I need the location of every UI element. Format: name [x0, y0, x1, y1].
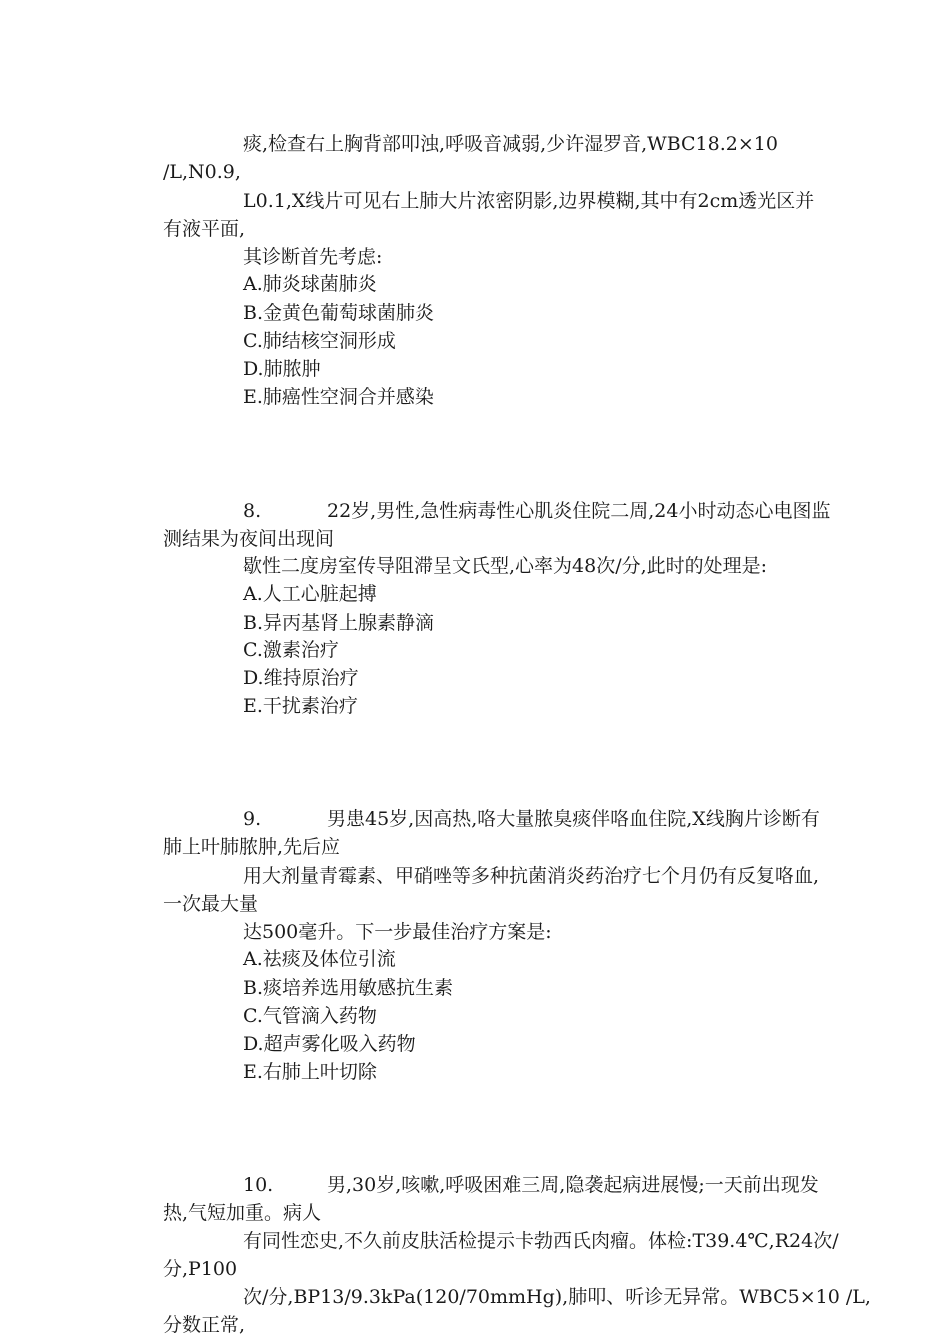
- answer-option-d: D.肺脓肿: [243, 358, 321, 380]
- paragraph-line: 分,P100: [163, 1258, 238, 1280]
- answer-option-e: E.肺癌性空洞合并感染: [243, 386, 434, 408]
- paragraph-line: 分数正常,: [163, 1314, 246, 1336]
- answer-option-c: C.激素治疗: [243, 639, 339, 661]
- question-number: 9.: [243, 808, 262, 830]
- question-text: 男患45岁,因高热,咯大量脓臭痰伴咯血住院,X线胸片诊断有: [327, 808, 820, 830]
- question-prompt: 其诊断首先考虑:: [243, 246, 383, 268]
- question-8-line: [243, 497, 830, 525]
- answer-option-c: C.气管滴入药物: [243, 1005, 377, 1027]
- paragraph-line: 一次最大量: [163, 893, 259, 915]
- paragraph-line: /L,N0.9,: [163, 161, 241, 183]
- paragraph-line: 有液平面,: [163, 218, 246, 240]
- answer-option-d: D.维持原治疗: [243, 667, 359, 689]
- question-number: 8.: [243, 500, 262, 522]
- answer-option-a: A.人工心脏起搏: [243, 583, 377, 605]
- question-number: 10.: [243, 1174, 274, 1196]
- question-text: 男,30岁,咳嗽,呼吸困难三周,隐袭起病进展慢;一天前出现发: [327, 1174, 819, 1196]
- answer-option-a: A.肺炎球菌肺炎: [243, 273, 377, 295]
- paragraph-line: L0.1,X线片可见右上肺大片浓密阴影,边界模糊,其中有2cm透光区并: [243, 190, 815, 212]
- paragraph-line: 测结果为夜间出现间: [163, 528, 335, 550]
- paragraph-line: 肺上叶肺脓肿,先后应: [163, 836, 341, 858]
- answer-option-e: E.右肺上叶切除: [243, 1061, 377, 1083]
- paragraph-line: 痰,检查右上胸背部叩浊,呼吸音减弱,少许湿罗音,WBC18.2×10: [243, 133, 778, 155]
- answer-option-a: A.祛痰及体位引流: [243, 948, 396, 970]
- paragraph-line: 有同性恋史,不久前皮肤活检提示卡勃西氏肉瘤。体检:T39.4℃,R24次/: [243, 1230, 839, 1252]
- question-10-line: [243, 1171, 819, 1199]
- question-prompt: 达500毫升。下一步最佳治疗方案是:: [243, 921, 552, 943]
- answer-option-c: C.肺结核空洞形成: [243, 330, 396, 352]
- answer-option-b: B.异丙基肾上腺素静滴: [243, 612, 435, 634]
- answer-option-d: D.超声雾化吸入药物: [243, 1033, 416, 1055]
- paragraph-line: 热,气短加重。病人: [163, 1202, 322, 1224]
- question-prompt: 歇性二度房室传导阻滞呈文氏型,心率为48次/分,此时的处理是:: [243, 555, 768, 577]
- question-9-line: [243, 805, 820, 833]
- paragraph-line: 次/分,BP13/9.3kPa(120/70mmHg),肺叩、听诊无异常。WBC5×10 /L,: [243, 1286, 871, 1308]
- answer-option-b: B.金黄色葡萄球菌肺炎: [243, 302, 435, 324]
- answer-option-b: B.痰培养选用敏感抗生素: [243, 977, 454, 999]
- paragraph-line: 用大剂量青霉素、甲硝唑等多种抗菌消炎药治疗七个月仍有反复咯血,: [243, 865, 820, 887]
- question-text: 22岁,男性,急性病毒性心肌炎住院二周,24小时动态心电图监: [327, 500, 831, 522]
- answer-option-e: E.干扰素治疗: [243, 695, 358, 717]
